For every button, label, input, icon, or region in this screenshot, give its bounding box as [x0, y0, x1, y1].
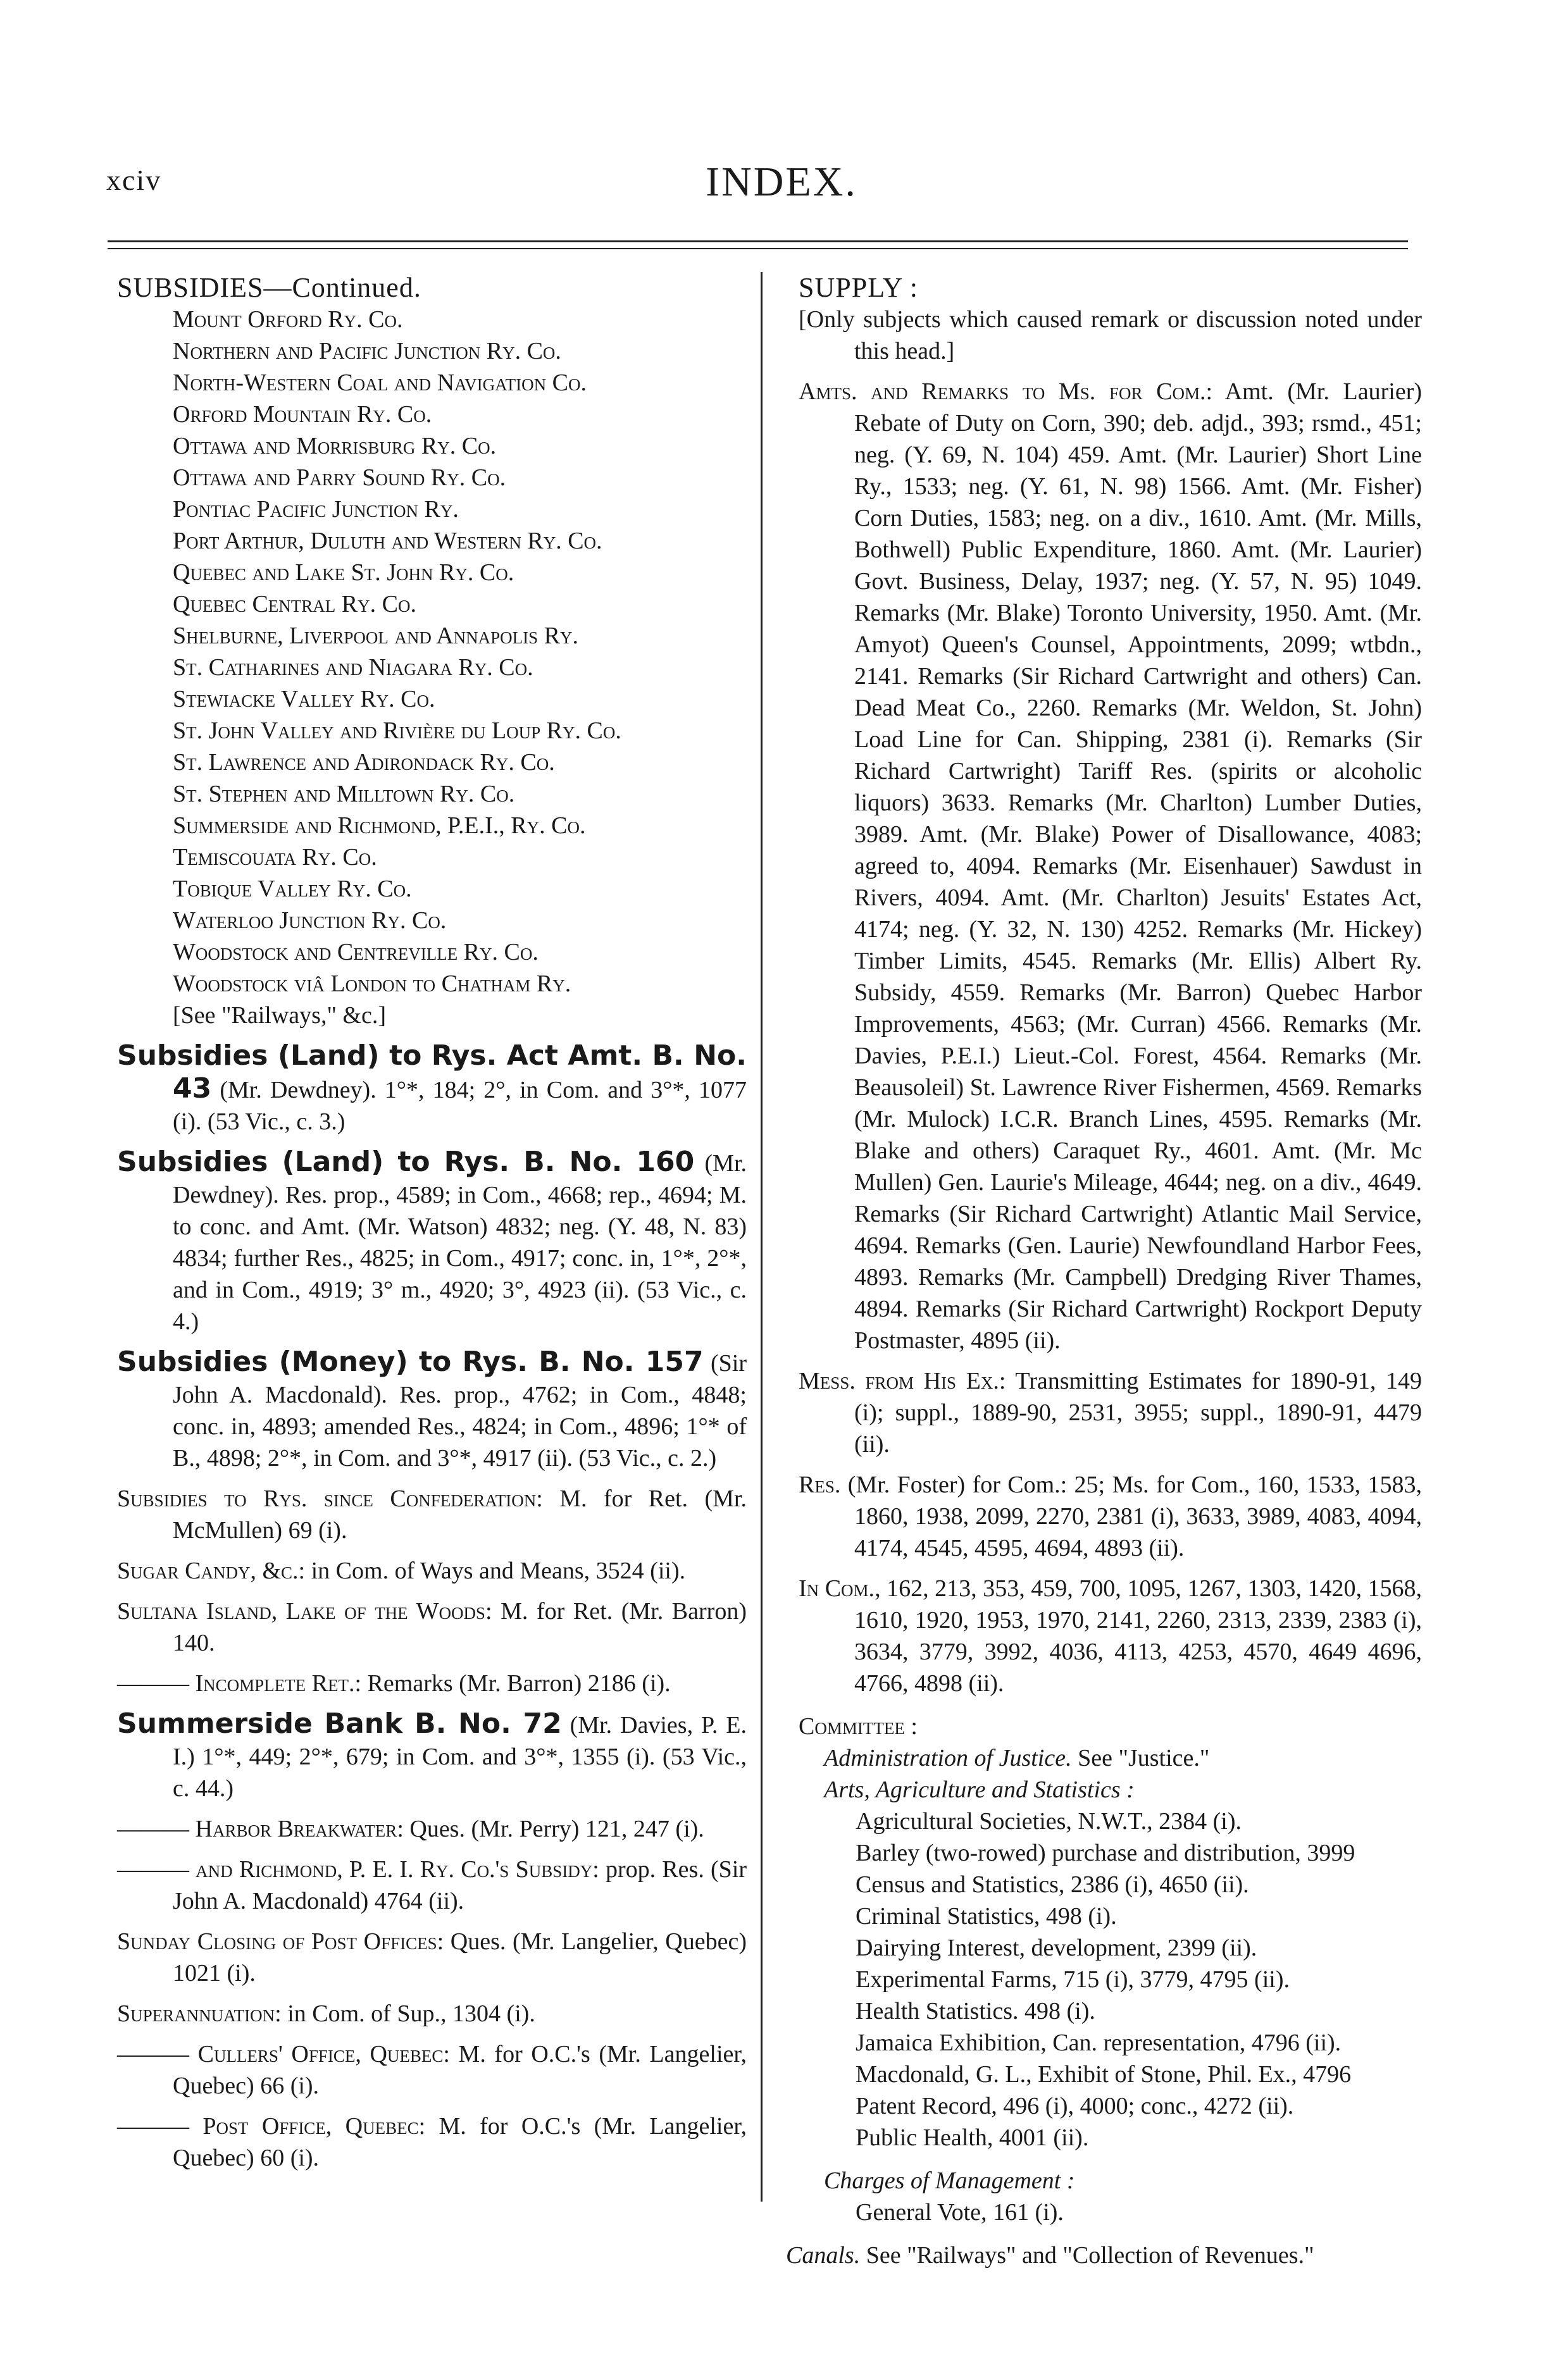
index-entry: [117, 1854, 747, 1917]
arts-item: Census and Statistics, 2386 (i), 4650 (ii).: [856, 1871, 1249, 1898]
company-item: Port Arthur, Duluth and Western Ry. Co.: [173, 528, 602, 554]
section-heading: SUBSIDIES—Continued.: [117, 272, 421, 303]
entry-head: Subsidies (Land) to Rys. B. No. 160: [117, 1146, 695, 1178]
entry-head: ——— Harbor Breakwater: [117, 1816, 397, 1842]
company-item: St. Stephen and Milltown Ry. Co.: [173, 781, 515, 807]
entry-head: Superannuation: [117, 2000, 275, 2027]
page-title: INDEX.: [706, 159, 857, 205]
res-text: (Mr. Foster) for Com.: 25; Ms. for Com., 160, 1533, 1583, 1860, 1938, 2099, 2270, 2381 (i), 3633, 3989, 4083, 4094, 4174, 4545, 4595, 4694, 4893 (ii).: [840, 1472, 1422, 1561]
arts-item: Dairying Interest, development, 2399 (ii).: [856, 1935, 1257, 1961]
committee-heading: Committee :: [799, 1713, 918, 1740]
entry-text: : M. for O.C.'s (Mr. Langelier, Quebec) 66 (i).: [173, 2041, 747, 2099]
committee-arts: Arts, Agriculture and Statistics :: [824, 1776, 1135, 1803]
company-item: Woodstock and Centreville Ry. Co.: [173, 939, 539, 965]
entry-head: Subsidies (Land) to Rys. Act Amt. B. No. 43: [117, 1039, 747, 1105]
company-item: Quebec Central Ry. Co.: [173, 591, 416, 617]
admin-see: See "Justice.": [1071, 1745, 1210, 1771]
entry-head: ——— Incomplete Ret.: [117, 1670, 355, 1697]
entry-text: : Ques. (Mr. Perry) 121, 247 (i).: [397, 1816, 704, 1842]
entry-text: : M. for O.C.'s (Mr. Langelier, Quebec) 60 (i).: [173, 2113, 747, 2171]
index-entry: [117, 1596, 747, 1659]
arts-item: Health Statistics. 498 (i).: [856, 1998, 1095, 2024]
company-item: Ottawa and Morrisburg Ry. Co.: [173, 433, 497, 459]
arts-item: Experimental Farms, 715 (i), 3779, 4795 (ii).: [856, 1966, 1290, 1993]
mess-head: Mess. from His Ex.: [799, 1368, 999, 1394]
canals-see: See "Railways" and "Collection of Revenues.": [860, 2242, 1314, 2269]
entry-text: : in Com. of Ways and Means, 3524 (ii).: [298, 1558, 686, 1584]
arts-item: Agricultural Societies, N.W.T., 2384 (i).: [856, 1808, 1242, 1835]
arts-item: Criminal Statistics, 498 (i).: [856, 1903, 1117, 1930]
entry-head: Sunday Closing of Post Offices: [117, 1928, 437, 1955]
index-entry: [117, 1555, 747, 1587]
entry-text: : in Com. of Sup., 1304 (i).: [275, 2000, 535, 2027]
entry-head: Subsidies to Rys. since Confederation: [117, 1485, 537, 1512]
supply-heading: SUPPLY :: [799, 272, 919, 303]
company-item: St. Catharines and Niagara Ry. Co.: [173, 654, 533, 681]
header-rule: [108, 240, 1408, 242]
entry-text: : M. for Ret. (Mr. McMullen) 69 (i).: [173, 1485, 747, 1544]
see-also: [See "Railways," &c.]: [173, 1002, 387, 1029]
arts-item: Macdonald, G. L., Exhibit of Stone, Phil. Ex., 4796: [856, 2061, 1352, 2088]
arts-list: [799, 1806, 1422, 2154]
index-entry: [117, 1483, 747, 1546]
entry-text: : Ques. (Mr. Langelier, Quebec) 1021 (i).: [173, 1928, 747, 1986]
arts-item: Barley (two-rowed) purchase and distribution, 3999: [856, 1840, 1355, 1866]
index-entry: [117, 1146, 747, 1337]
arts-item: Patent Record, 496 (i), 4000; conc., 4272 (ii).: [856, 2093, 1294, 2119]
charges-item: General Vote, 161 (i).: [856, 2199, 1064, 2226]
charges-list: [799, 2197, 1422, 2228]
entry-text: : M. for Ret. (Mr. Barron) 140.: [173, 1598, 747, 1656]
entry-text: (Mr. Davies, P. E. I.) 1°*, 449; 2°*, 679; in Com. and 3°*, 1355 (i). (53 Vic., c. 44.): [173, 1712, 747, 1802]
index-entry: [117, 1998, 747, 2030]
amts-text: : Amt. (Mr. Laurier) Rebate of Duty on Corn, 390; deb. adjd., 393; rsmd., 451; neg. (Y. 69, N. 104) 459. Amt. (Mr. Laurier) Short Line Ry., 1533; neg. (Y. 61, N. 98) 1566. Amt. (Mr. Fisher) Corn Duties, 1583; neg. on a div., 1610. Amt. (Mr. Mills, Bothwell) Public Expenditure, 1860. Amt. (Mr. Laurier) Govt. Business, Delay, 1937; neg. (Y. 57, N. 95) 1049. Remarks (Mr. Blake) Toronto University, 1950. Amt. (Mr. Amyot) Queen's Counsel, Appointments, 2099; wtbdn., 2141. Remarks (Sir Richard Cartwright and others) Can. Dead Meat Co., 2260. Remarks (Mr. Weldon, St. John) Load Line for Can. Shipping, 2381 (i). Remarks (Sir Richard Cartwright) Tariff Res. (spirits or alcoholic liquors) 3633. Remarks (Mr. Charlton) Lumber Duties, 3989. Amt. (Mr. Blake) Power of Disallowance, 4083; agreed to, 4094. Remarks (Mr. Eisenhauer) Sawdust in Rivers, 4094. Amt. (Mr. Charlton) Jesuits' Estates Act, 4174; neg. (Y. 32, N. 130) 4252. Remarks (Mr. Hickey) Timber Limits, 4545. Remarks (Mr. Ellis) Albert Ry. Subsidy, 4559. Remarks (Mr. Barron) Quebec Harbor Improvements, 4563; (Mr. Curran) 4566. Remarks (Mr. Davies, P.E.I.) Lieut.-Col. Forest, 4564. Remarks (Mr. Beausoleil) St. Lawrence River Fishermen, 4569. Remarks (Mr. Mulock) I.C.R. Branch Lines, 4595. Remarks (Mr. Blake and others) Caraquet Ry., 4601. Amt. (Mr. Mc Mullen) Gen. Laurie's Mileage, 4644; neg. on a div., 4649. Remarks (Sir Richard Cartwright) Atlantic Mail Service, 4694. Remarks (Gen. Laurie) Newfoundland Harbor Fees, 4893. Remarks (Mr. Campbell) Dredging River Thames, 4894. Remarks (Sir Richard Cartwright) Rockport Deputy Postmaster, 4895 (ii).: [854, 378, 1422, 1354]
company-item: Tobique Valley Ry. Co.: [173, 876, 412, 902]
company-item: Waterloo Junction Ry. Co.: [173, 907, 447, 934]
company-item: Ottawa and Parry Sound Ry. Co.: [173, 464, 506, 491]
arts-item: Jamaica Exhibition, Can. representation, 4796 (ii).: [856, 2030, 1342, 2056]
entry-head: ——— and Richmond, P. E. I. Ry. Co.'s Subsidy: [117, 1856, 593, 1883]
mess-entry: [799, 1365, 1422, 1460]
res-entry: [799, 1469, 1422, 1564]
header-rule-secondary: [108, 248, 1408, 249]
company-item: Woodstock viâ London to Chatham Ry.: [173, 970, 571, 997]
supply-note: [Only subjects which caused remark or discussion noted under this head.]: [799, 306, 1422, 364]
right-column: [786, 272, 1423, 2271]
entry-head: Sugar Candy, &c.: [117, 1558, 299, 1584]
committee-canals: [786, 2240, 1422, 2271]
column-divider: [761, 272, 763, 2202]
canals-label: Canals.: [786, 2242, 861, 2269]
committee-admin: [799, 1742, 1422, 1774]
incom-head: In Com.: [799, 1575, 875, 1602]
entry-head: Subsidies (Money) to Rys. B. No. 157: [117, 1346, 704, 1378]
index-entry: [117, 2038, 747, 2102]
company-item: Orford Mountain Ry. Co.: [173, 401, 432, 428]
entry-list: [117, 1040, 747, 2174]
company-item: Mount Orford Ry. Co.: [173, 306, 403, 333]
incom-text: , 162, 213, 353, 459, 700, 1095, 1267, 1303, 1420, 1568, 1610, 1920, 1953, 1970, 2141, 2260, 2313, 2339, 2383 (i), 3634, 3779, 3992, 4036, 4113, 4253, 4570, 4649 4696, 4766, 4898 (ii).: [854, 1575, 1423, 1697]
company-item: St. John Valley and Rivière du Loup Ry. Co.: [173, 717, 621, 744]
company-item: Pontiac Pacific Junction Ry.: [173, 496, 459, 523]
index-entry: [117, 2110, 747, 2174]
entry-head: Sultana Island, Lake of the Woods: [117, 1598, 485, 1625]
index-entry: [117, 1708, 747, 1804]
entry-head: ——— Post Office, Quebec: [117, 2113, 419, 2140]
left-column: [117, 272, 747, 2174]
entry-text: : Remarks (Mr. Barron) 2186 (i).: [354, 1670, 671, 1697]
company-item: St. Lawrence and Adirondack Ry. Co.: [173, 749, 555, 776]
admin-label: Administration of Justice.: [824, 1745, 1072, 1771]
index-entry: [117, 1040, 747, 1137]
amts-head: Amts. and Remarks to Ms. for Com.: [799, 378, 1206, 405]
company-item: Temiscouata Ry. Co.: [173, 844, 377, 871]
company-list: [117, 304, 747, 1000]
arts-item: Public Health, 4001 (ii).: [856, 2124, 1089, 2151]
index-entry: [117, 1926, 747, 1989]
folio: xciv: [106, 164, 162, 196]
res-head: Res.: [799, 1472, 841, 1498]
company-item: Shelburne, Liverpool and Annapolis Ry.: [173, 623, 579, 649]
amts-entry: [799, 376, 1422, 1356]
entry-text: (Mr. Dewdney). 1°*, 184; 2°, in Com. and 3°*, 1077 (i). (53 Vic., c. 3.): [173, 1077, 747, 1135]
entry-text: : prop. Res. (Sir John A. Macdonald) 4764 (ii).: [173, 1856, 747, 1914]
mess-text: : Transmitting Estimates for 1890-91, 149 (i); suppl., 1889-90, 2531, 3955; suppl., 1890-91, 4479 (ii).: [854, 1368, 1422, 1458]
company-item: Stewiacke Valley Ry. Co.: [173, 686, 435, 712]
company-item: Summerside and Richmond, P.E.I., Ry. Co.: [173, 812, 586, 839]
incom-entry: [799, 1573, 1422, 1699]
company-item: Northern and Pacific Junction Ry. Co.: [173, 338, 561, 364]
index-entry: [117, 1813, 747, 1845]
entry-text: (Sir John A. Macdonald). Res. prop., 4762; in Com., 4848; conc. in, 4893; amended Res., 4824; in Com., 4896; 1°* of B., 4898; 2°*, in Com. and 3°*, 4917 (ii). (53 Vic., c. 2.): [173, 1350, 747, 1472]
committee-charges: Charges of Management :: [824, 2167, 1075, 2194]
company-item: North-Western Coal and Navigation Co.: [173, 369, 587, 396]
entry-head: ——— Cullers' Office, Quebec: [117, 2041, 444, 2067]
company-item: Quebec and Lake St. John Ry. Co.: [173, 559, 514, 586]
entry-text: (Mr. Dewdney). Res. prop., 4589; in Com., 4668; rep., 4694; M. to conc. and Amt. (Mr. Watson) 4832; neg. (Y. 48, N. 83) 4834; further Res., 4825; in Com., 4917; conc. in, 1°*, 2°*, and in Com., 4919; 3° m., 4920; 3°, 4923 (ii). (53 Vic., c. 4.): [173, 1150, 747, 1335]
entry-head: Summerside Bank B. No. 72: [117, 1708, 562, 1740]
index-entry: [117, 1346, 747, 1474]
index-entry: [117, 1668, 747, 1699]
